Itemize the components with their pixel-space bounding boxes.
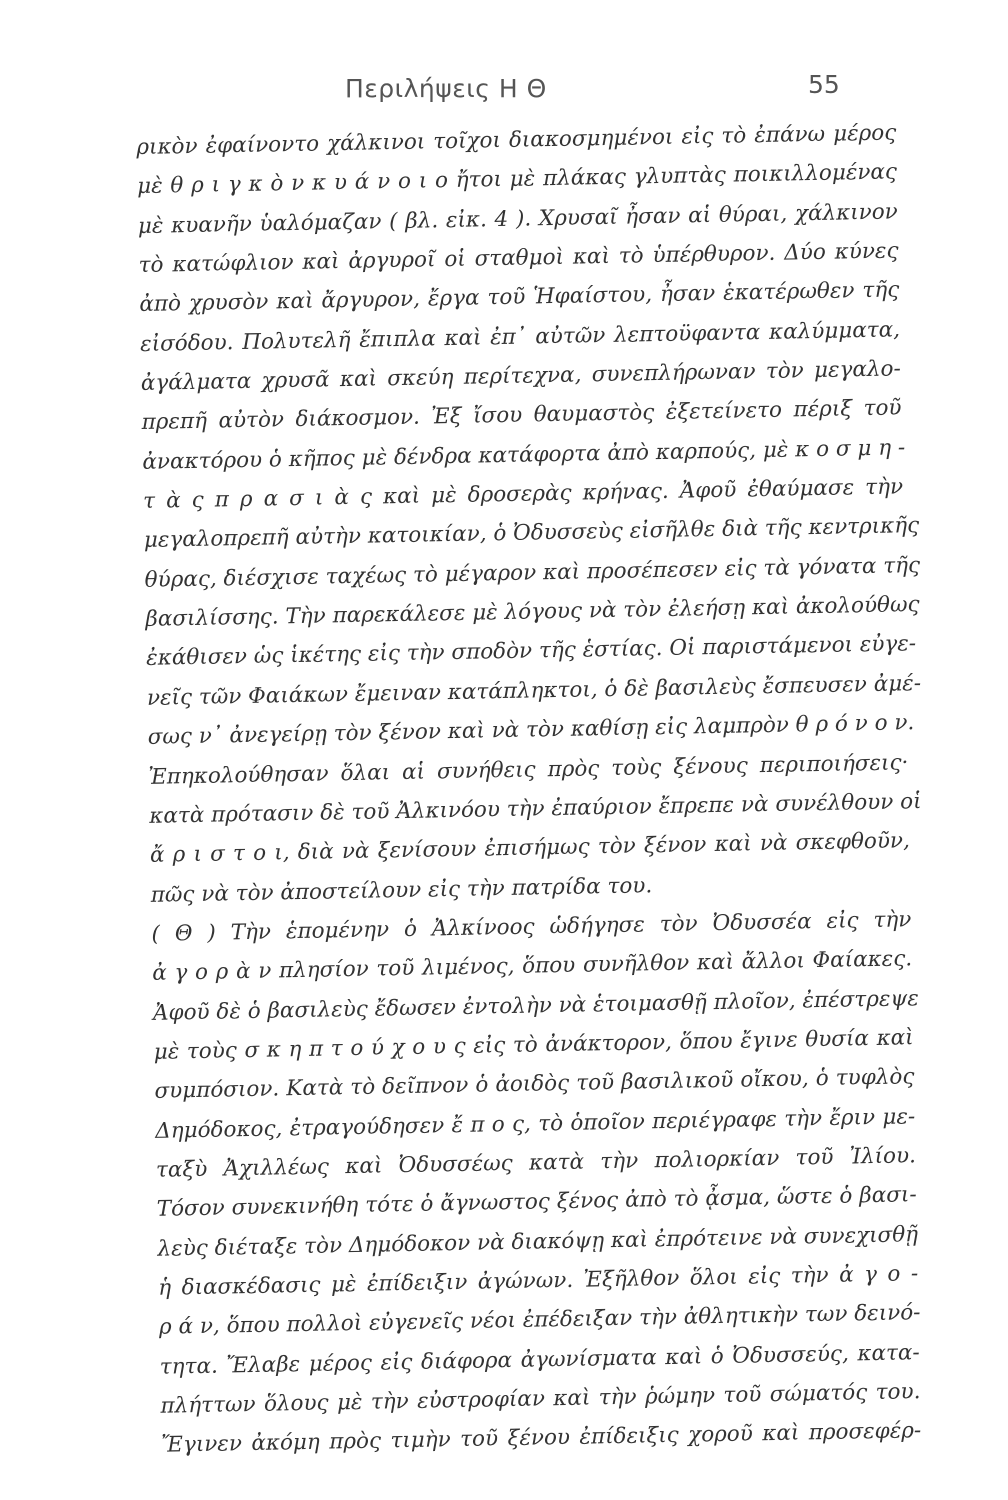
text-line: ταξὺ Ἀχιλλέως καὶ Ὀδυσσέως κατὰ τὴν πολιορκίαν τοῦ Ἰλίου.	[155, 1143, 917, 1183]
text-line: τητα. Ἔλαβε μέρος εἰς διάφορα ἀγωνίσματα καὶ ὁ Ὀδυσσεύς, κατα-	[159, 1339, 920, 1380]
text-line: ἄ ρ ι σ τ ο ι, διὰ νὰ ξενίσουν ἐπισήμως τὸν ξένον καὶ νὰ σκεφθοῦν,	[149, 828, 911, 869]
text-line: θύρας, διέσχισε ταχέως τὸ μέγαρον καὶ προσέπεσεν εἰς τὰ γόνατα τῆς	[144, 552, 921, 593]
text-line: ἀπὸ χρυσὸν καὶ ἄργυρον, ἔργα τοῦ Ἡφαίστου, ἦσαν ἑκατέρωθεν τῆς	[139, 277, 900, 318]
text-line: Ἐπηκολούθησαν ὅλαι αἱ συνήθεις πρὸς τοὺς ξένους περιποιήσεις·	[148, 749, 909, 790]
text-line: τ ὰ ς π ρ α σ ι ὰ ς καὶ μὲ δροσερὰς κρήνας. Ἀφοῦ ἐθαύμασε τὴν	[142, 474, 904, 515]
text-line: πρεπῆ αὐτὸν διάκοσμον. Ἐξ ἴσου θαυμαστὸς ἐξετείνετο πέριξ τοῦ	[141, 395, 902, 436]
text-line: μεγαλοπρεπῆ αὐτὴν κατοικίαν, ὁ Ὀδυσσεὺς εἰσῆλθε διὰ τῆς κεντρικῆς	[143, 513, 920, 554]
text-line: συμπόσιον. Κατὰ τὸ δεῖπνον ὁ ἀοιδὸς τοῦ βασιλικοῦ οἴκου, ὁ τυφλὸς	[154, 1064, 915, 1105]
text-line: μὲ κυανῆν ὑαλόμαζαν ( βλ. εἰκ. 4 ). Χρυσαῖ ἦσαν αἱ θύραι, χάλκινον	[137, 199, 898, 239]
text-line: ἡ διασκέδασις μὲ ἐπίδειξιν ἀγώνων. Ἐξῆλθον ὅλοι εἰς τὴν ἀ γ ο -	[158, 1261, 919, 1301]
text-line: Ἔγινεν ἀκόμη πρὸς τιμὴν τοῦ ξένου ἐπίδειξις χοροῦ καὶ προσεφέρ-	[161, 1418, 922, 1459]
text-line: Δημόδοκος, ἐτραγούδησεν ἔ π ο ς, τὸ ὁποῖον περιέγραφε τὴν ἔριν με-	[155, 1103, 916, 1144]
text-line: βασιλίσσης. Τὴν παρεκάλεσε μὲ λόγους νὰ τὸν ἐλεήσῃ καὶ ἀκολούθως	[145, 592, 920, 633]
text-line: νεῖς τῶν Φαιάκων ἔμειναν κατάπληκτοι, ὁ δὲ βασιλεὺς ἔσπευσεν ἀμέ-	[146, 670, 922, 711]
text-line: σως ν᾽ ἀνεγείρῃ τὸν ξένον καὶ νὰ τὸν καθίσῃ εἰς λαμπρὸν θ ρ ό ν ο ν.	[147, 710, 915, 751]
text-line: ἐκάθισεν ὡς ἱκέτης εἰς τὴν σποδὸν τῆς ἑστίας. Οἱ παριστάμενοι εὐγε-	[145, 631, 917, 672]
page-number: 55	[808, 70, 840, 99]
body-text	[136, 113, 922, 1465]
text-line: μὲ θ ρ ι γ κ ὸ ν κ υ ά ν ο ι ο ἤτοι μὲ πλάκας γλυπτὰς ποικιλλομένας	[136, 159, 898, 200]
text-line: κατὰ πρότασιν δὲ τοῦ Ἀλκινόου τὴν ἐπαύριον ἔπρεπε νὰ συνέλθουν οἱ	[148, 788, 922, 829]
text-line: Ἀφοῦ δὲ ὁ βασιλεὺς ἔδωσεν ἐντολὴν νὰ ἑτοιμασθῇ πλοῖον, ἐπέστρεψε	[152, 985, 919, 1026]
text-line: ρ ά ν, ὅπου πολλοὶ εὐγενεῖς νέοι ἐπέδειξαν τὴν ἀθλητικὴν των δεινό-	[158, 1300, 921, 1341]
text-line: ἀ γ ο ρ ὰ ν πλησίον τοῦ λιμένος, ὅπου συνῆλθον καὶ ἄλλοι Φαίακες.	[151, 946, 913, 987]
paragraph-start-line: ( Θ ) Τὴν ἑπομένην ὁ Ἀλκίνοος ὡδήγησε τὸν Ὀδυσσέα εἰς τὴν	[151, 907, 912, 947]
running-title: Περιλήψεις Η Θ	[345, 74, 547, 103]
text-line: ἀγάλματα χρυσᾶ καὶ σκεύη περίτεχνα, συνεπλήρωναν τὸν μεγαλο-	[140, 356, 902, 397]
paragraph-end-line: πῶς νὰ τὸν ἀποστείλουν εἰς τὴν πατρίδα του.	[150, 872, 653, 908]
text-line: πλήττων ὅλους μὲ τὴν εὐστροφίαν καὶ τὴν ῥώμην τοῦ σώματός του.	[160, 1379, 921, 1419]
text-line: τὸ κατώφλιον καὶ ἀργυροῖ οἱ σταθμοὶ καὶ τὸ ὑπέρθυρον. Δύο κύνες	[138, 238, 899, 279]
text-line: Τόσον συνεκινήθη τότε ὁ ἄγνωστος ξένος ἀπὸ τὸ ᾆσμα, ὥστε ὁ βασι-	[156, 1182, 917, 1223]
text-line: εἰσόδου. Πολυτελῆ ἔπιπλα καὶ ἐπ᾽ αὐτῶν λεπτοϋφαντα καλύμματα,	[139, 317, 901, 357]
text-line: ἀνακτόρου ὁ κῆπος μὲ δένδρα κατάφορτα ἀπὸ καρπούς, μὲ κ ο σ μ η -	[142, 435, 906, 475]
text-line: λεὺς διέταξε τὸν Δημόδοκον νὰ διακόψῃ καὶ ἐπρότεινε νὰ συνεχισθῇ	[157, 1221, 919, 1262]
text-line: ρικὸν ἐφαίνοντο χάλκινοι τοῖχοι διακοσμημένοι εἰς τὸ ἐπάνω μέρος	[136, 120, 897, 160]
text-line: μὲ τοὺς σ κ η π τ ο ύ χ ο υ ς εἰς τὸ ἀνάκτορον, ὅπου ἔγινε θυσία καὶ	[153, 1025, 914, 1065]
